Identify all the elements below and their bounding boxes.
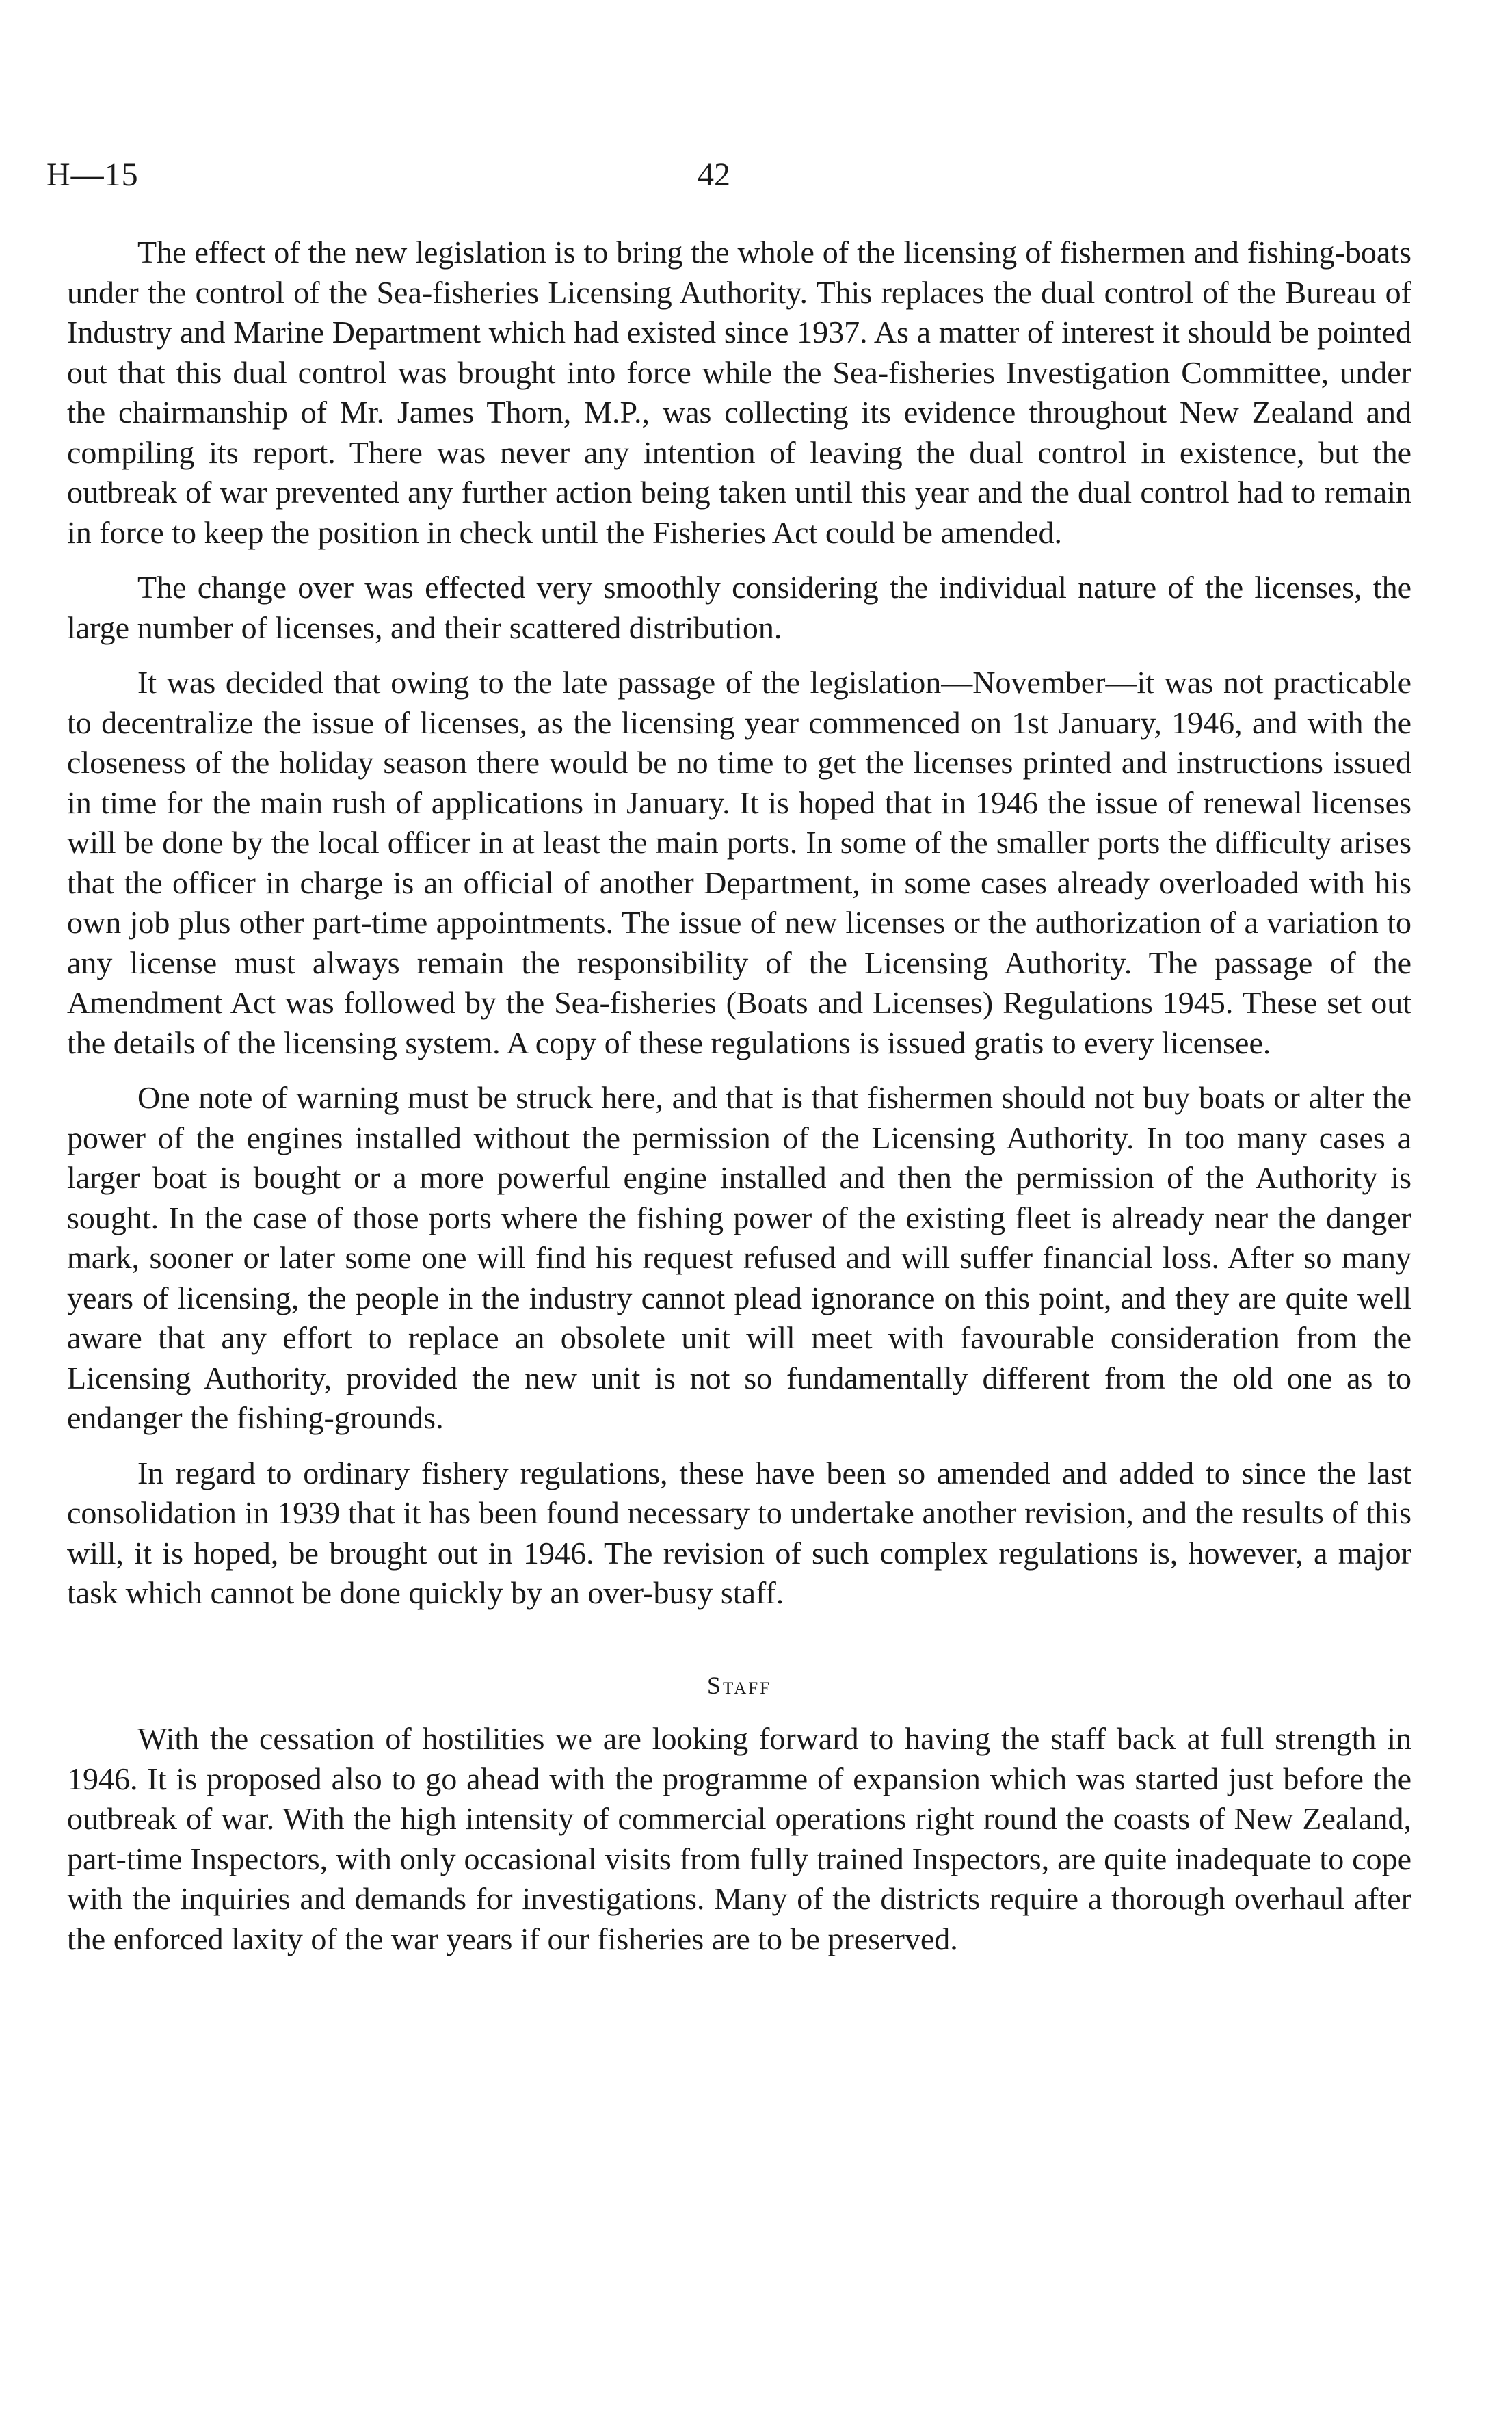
document-code: H—15: [47, 157, 139, 193]
paragraph: It was decided that owing to the late passage of the legislation—November—it was not practicable to decentralize the issue of licenses, as the licensing year commenced on 1st January, 1946, and with the closeness of the holiday season there would be no time to get the licenses printed and instructions issued in time for the main rush of applications in January. It is hoped that in 1946 the issue of renewal licenses will be done by the local officer in at least the main ports. In some of the smaller ports the difficulty arises that the officer in charge is an official of another Department, in some cases already overloaded with his own job plus other part-time appointments. The issue of new licenses or the authorization of a variation to any license must always remain the responsibility of the Licensing Authority. The passage of the Amendment Act was followed by the Sea-fisheries (Boats and Licenses) Regulations 1945. These set out the details of the licensing system. A copy of these regulations is issued gratis to every licensee.: [67, 665, 1411, 1060]
paragraph: With the cessation of hostilities we are looking forward to having the staff back at full strength in 1946. It is proposed also to go ahead with the programme of expansion which was started just before the outbreak of war. With the high intensity of commercial operations right round the coasts of New Zealand, part-time Inspectors, with only occasional visits from fully trained Inspectors, are quite inadequate to cope with the inquiries and demands for investigations. Many of the districts require a thorough overhaul after the enforced laxity of the war years if our fisheries are to be preserved.: [67, 1721, 1411, 1956]
page-header: [47, 156, 1428, 197]
paragraph: One note of warning must be struck here, and that is that fishermen should not buy boats or alter the power of the engines installed without the permission of the Licensing Authority. In too many cases a larger boat is bought or a more powerful engine installed and then the permission of the Authority is sought. In the case of those ports where the fishing power of the existing fleet is already near the danger mark, sooner or later some one will find his request refused and will suffer financial loss. After so many years of licensing, the people in the industry cannot plead ignorance on this point, and they are quite well aware that any effort to replace an obsolete unit will meet with favourable consideration from the Licensing Authority, provided the new unit is not so fundamentally different from the old one as to endanger the fishing-grounds.: [67, 1080, 1411, 1435]
page-number: 42: [698, 157, 730, 193]
paragraph: In regard to ordinary fishery regulations, these have been so amended and added to since the last consolidation in 1939 that it has been found necessary to undertake another revision, and the results of this will, it is hoped, be brought out in 1946. The revision of such complex regulations is, however, a major task which cannot be done quickly by an over-busy staff.: [67, 1455, 1411, 1610]
body-text: [67, 233, 1411, 1974]
paragraph: The effect of the new legislation is to bring the whole of the licensing of fishermen and fishing-boats under the control of the Sea-fisheries Licensing Authority. This replaces the dual control of the Bureau of Industry and Marine Department which had existed since 1937. As a matter of interest it should be pointed out that this dual control was brought into force while the Sea-fisheries Investigation Committee, under the chairmanship of Mr. James Thorn, M.P., was collecting its evidence throughout New Zealand and compiling its report. There was never any intention of leaving the dual control in existence, but the outbreak of war prevented any further action being taken until this year and the dual control had to remain in force to keep the position in check until the Fisheries Act could be amended.: [67, 235, 1411, 550]
section-heading-staff: Staff: [706, 1671, 772, 1699]
paragraph: The change over was effected very smoothly considering the individual nature of the licenses, the large number of licenses, and their scattered distribution.: [67, 570, 1411, 645]
